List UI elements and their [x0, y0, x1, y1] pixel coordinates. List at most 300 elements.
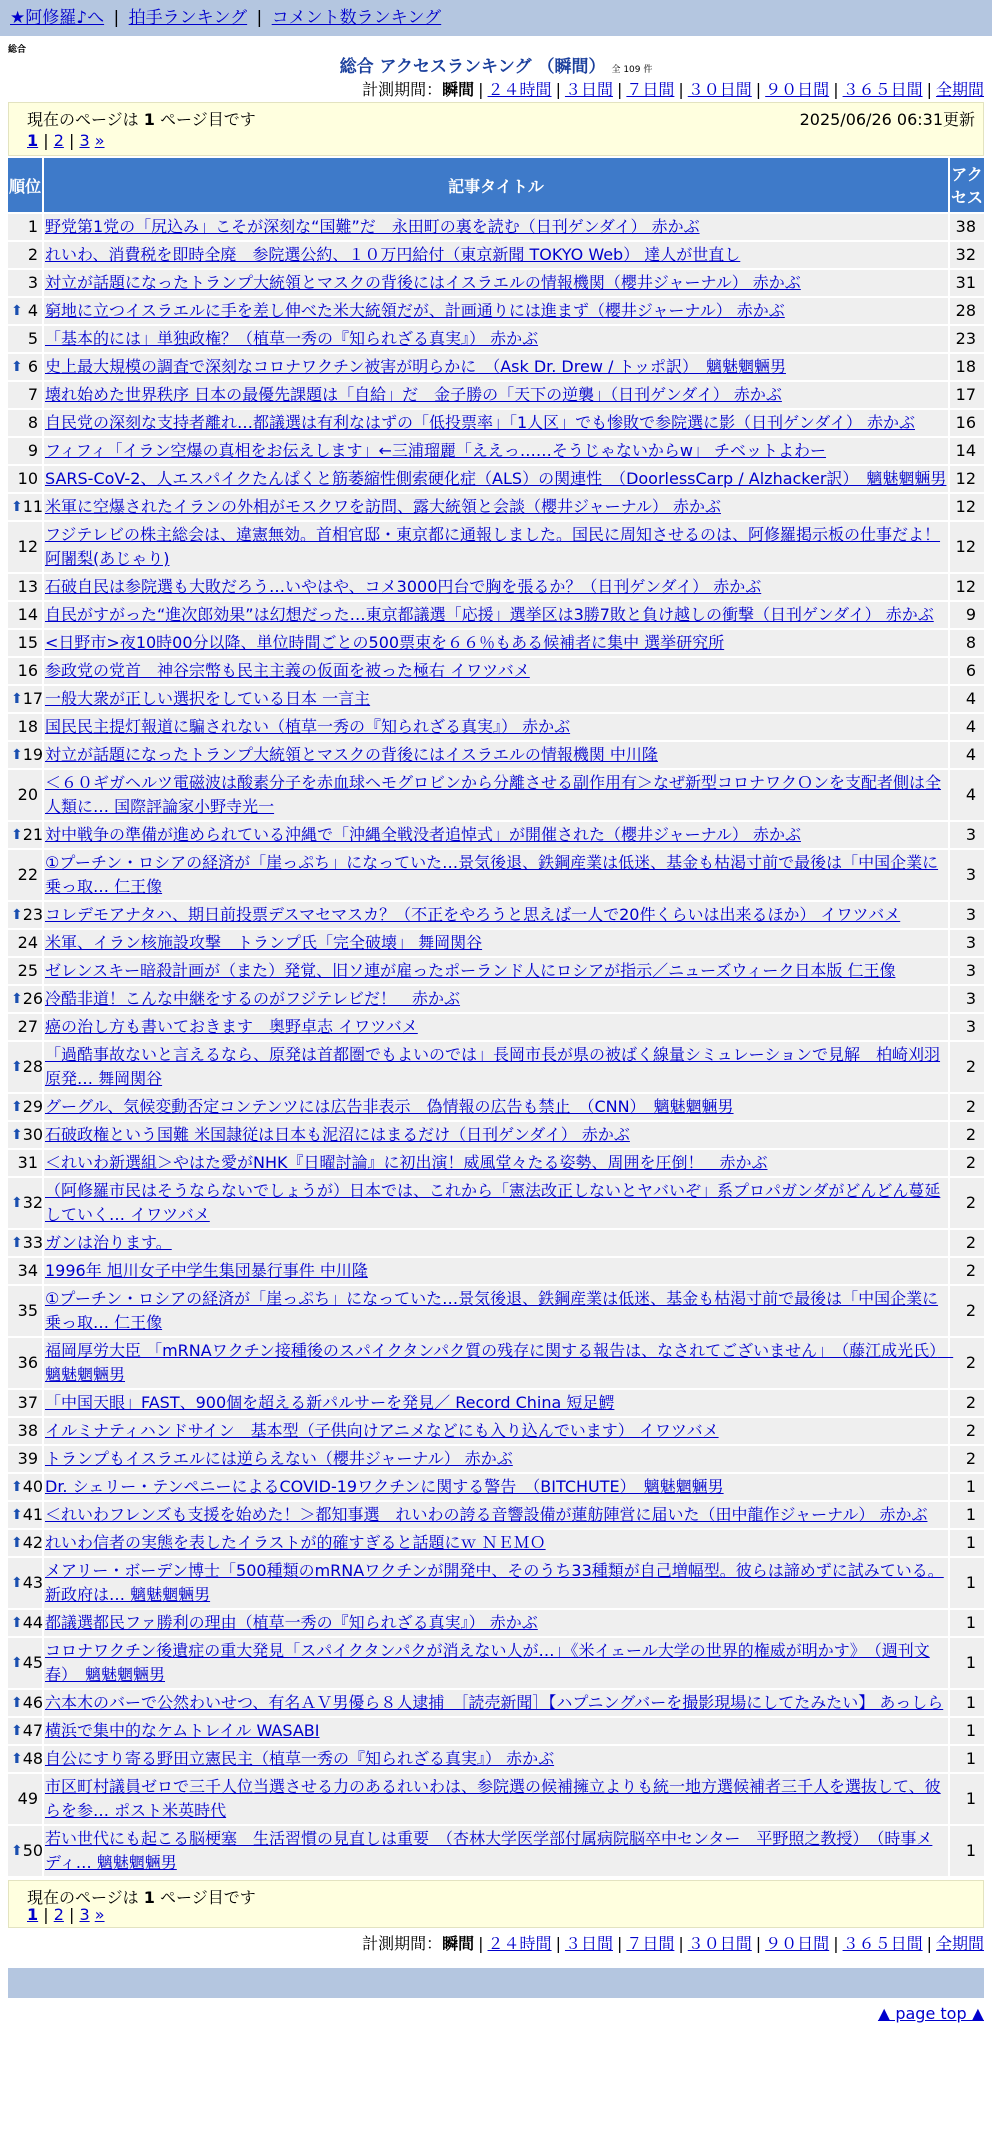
rank-number: 43 [22, 1573, 44, 1592]
table-row [8, 410, 984, 436]
title-cell [44, 1094, 948, 1120]
access-count: 2 [950, 1122, 984, 1148]
rank-up-arrow-icon: ⬆ [11, 1695, 23, 1711]
table-row [8, 1042, 984, 1092]
article-link[interactable]: 米軍、イラン核施設攻撃 トランプ氏「完全破壊」 舞岡関谷 [45, 933, 483, 952]
title-cell [44, 630, 948, 656]
rank-cell [8, 1530, 42, 1556]
rank-up-arrow-icon: ⬆ [11, 691, 23, 707]
article-link[interactable]: 「過酷事故ないと言えるなら、原発は首都圏でもよいのでは」長岡市長が県の被ばく線量シミュレーションで見解 柏崎刈羽原発… 舞岡関谷 [45, 1045, 941, 1088]
access-count: 2 [950, 1178, 984, 1228]
article-link[interactable]: メアリー・ボーデン博士「500種類のmRNAワクチンが開発中、そのうち33種類が自己増幅型。彼らは諦めずに試みている。新政府は… 魑魅魍魎男 [45, 1561, 944, 1604]
table-row [8, 770, 984, 820]
table-row [8, 494, 984, 520]
period-link[interactable]: ３６５日間 [842, 1934, 923, 1953]
period-link[interactable]: ３日間 [564, 80, 613, 99]
rank-cell [8, 1826, 42, 1876]
period-label: 計測期間： [362, 80, 443, 99]
article-link[interactable]: 「中国天眼」FAST、900個を超える新パルサーを発見／ Record China 短足鰐 [45, 1393, 615, 1412]
title-cell [44, 930, 948, 956]
article-link[interactable]: 自民党の深刻な支持者離れ…都議選は有利なはずの「低投票率」「1人区」でも惨敗で参院選に影（日刊ゲンダイ） 赤かぶ [45, 413, 915, 432]
article-link[interactable]: れいわ、消費税を即時全廃 参院選公約、１０万円給付（東京新聞 TOKYO Web） 達人が世直し [45, 245, 741, 264]
rank-up-arrow-icon: ⬆ [11, 1479, 23, 1495]
page-title: 総合 アクセスランキング （瞬間） [339, 57, 606, 77]
page-separator: | [63, 1905, 80, 1924]
rank-cell [8, 1094, 42, 1120]
rank-number: 45 [22, 1653, 44, 1672]
period-separator: | [833, 80, 839, 99]
article-link[interactable]: 壊れ始めた世界秩序 日本の最優先課題は「自給」だ 金子勝の「天下の逆襲」（日刊ゲンダイ） 赤かぶ [45, 385, 782, 404]
rank-number: 4 [27, 301, 38, 320]
table-row [8, 958, 984, 984]
page-links [27, 1905, 105, 1924]
rank-number: 47 [22, 1721, 44, 1740]
access-count: 1 [950, 1718, 984, 1744]
table-row [8, 850, 984, 900]
title-cell [44, 1446, 948, 1472]
rank-cell [8, 958, 42, 984]
access-count: 1 [950, 1530, 984, 1556]
period-link[interactable]: ９０日間 [765, 80, 830, 99]
top-nav-bar [0, 0, 992, 36]
table-row [8, 354, 984, 380]
period-separator: | [478, 80, 484, 99]
rank-cell [8, 494, 42, 520]
title-cell [44, 1178, 948, 1228]
title-cell [44, 742, 948, 768]
comment-ranking-link[interactable]: コメント数ランキング [271, 8, 442, 28]
table-header-row [8, 158, 984, 212]
table-row [8, 522, 984, 572]
access-count: 16 [950, 410, 984, 436]
rank-cell [8, 770, 42, 820]
rank-up-arrow-icon: ⬆ [11, 1575, 23, 1591]
title-cell [44, 1638, 948, 1688]
access-count: 4 [950, 714, 984, 740]
access-count: 3 [950, 1014, 984, 1040]
table-row [8, 1390, 984, 1416]
table-row [8, 1826, 984, 1876]
table-row [8, 714, 984, 740]
rank-number: 23 [22, 905, 44, 924]
rank-number: 32 [22, 1193, 44, 1212]
article-link[interactable]: 福岡厚労大臣 「mRNAワクチン接種後のスパイクタンパク質の残存に関する報告は、なされてございません」 （藤江成光氏） 魑魅魍魎男 [45, 1341, 954, 1384]
rank-number: 26 [22, 989, 44, 1008]
rank-number: 12 [17, 537, 38, 556]
rank-number: 49 [17, 1789, 38, 1808]
article-link[interactable]: ＜れいわ新選組＞やはた愛がNHK『日曜討論』に初出演！威風堂々たる姿勢、周囲を圧倒！ 赤かぶ [45, 1153, 768, 1172]
table-row [8, 1418, 984, 1444]
table-row [8, 326, 984, 352]
title-cell [44, 438, 948, 464]
rank-cell [8, 822, 42, 848]
period-link[interactable]: 全期間 [935, 1934, 984, 1953]
pager-box-bottom [8, 1880, 984, 1928]
article-link[interactable]: 石破自民は参院選も大敗だろう…いやはや、コメ3000円台で胸を張るか？（日刊ゲンダイ） 赤かぶ [45, 577, 762, 596]
article-link[interactable]: 国民民主提灯報道に騙されない（植草一秀の『知られざる真実』） 赤かぶ [45, 717, 571, 736]
rank-number: 5 [27, 329, 38, 348]
article-link[interactable]: 六本木のバーで公然わいせつ、有名ＡＶ男優ら８人逮捕 ［読売新聞］【ハプニングバーを撮影現場にしてたみたい】 あっしら [45, 1693, 944, 1712]
category-label: 総合 [8, 45, 27, 55]
table-row [8, 1230, 984, 1256]
article-link[interactable]: 対立が話題になったトランプ大統領とマスクの背後にはイスラエルの情報機関（櫻井ジャーナル） 赤かぶ [45, 273, 801, 292]
rank-number: 44 [22, 1613, 44, 1632]
access-count: 12 [950, 522, 984, 572]
period-separator: | [678, 1934, 684, 1953]
rank-cell [8, 1042, 42, 1092]
title-cell [44, 1826, 948, 1876]
article-link[interactable]: （阿修羅市民はそうならないでしょうが）日本では、これから「憲法改正しないとヤバいぞ」系プロパガンダがどんどん蔓延していく… イワツバメ [45, 1181, 941, 1224]
rank-up-arrow-icon: ⬆ [11, 1843, 23, 1859]
rank-cell [8, 522, 42, 572]
updated-timestamp: 2025/06/26 06:31更新 [799, 110, 975, 129]
rank-cell [8, 574, 42, 600]
rank-number: 46 [22, 1693, 44, 1712]
rank-up-arrow-icon: ⬆ [11, 1099, 23, 1115]
period-label: 計測期間： [362, 1934, 443, 1953]
table-row [8, 742, 984, 768]
table-row [8, 298, 984, 324]
page-separator: | [38, 131, 54, 150]
access-count: 2 [950, 1446, 984, 1472]
rank-cell [8, 902, 42, 928]
title-cell [44, 1558, 948, 1608]
article-link[interactable]: ガンは治ります。 [45, 1233, 172, 1252]
title-cell [44, 1474, 948, 1500]
table-row [8, 1122, 984, 1148]
ranking-heading [0, 56, 992, 78]
table-row [8, 1638, 984, 1688]
access-count: 3 [950, 958, 984, 984]
access-count: 6 [950, 658, 984, 684]
rank-cell [8, 658, 42, 684]
title-cell [44, 242, 948, 268]
title-cell [44, 298, 948, 324]
article-link[interactable]: Dr. シェリー・テンペニーによるCOVID-19ワクチンに関する警告 （BITCHUTE） 魑魅魍魎男 [45, 1477, 724, 1496]
rank-number: 19 [22, 745, 44, 764]
title-cell [44, 1502, 948, 1528]
rank-number: 9 [27, 441, 38, 460]
ranking-table [6, 156, 986, 1878]
article-link[interactable]: 米軍に空爆されたイランの外相がモスクワを訪問、露大統領と会談（櫻井ジャーナル） 赤かぶ [45, 497, 721, 516]
article-link[interactable]: 窮地に立つイスラエルに手を差し伸べた米大統領だが、計画通りには進まず（櫻井ジャーナル） 赤かぶ [45, 301, 785, 320]
rank-cell [8, 1150, 42, 1176]
title-cell [44, 326, 948, 352]
table-row [8, 1014, 984, 1040]
title-cell [44, 1286, 948, 1336]
rank-cell [8, 1258, 42, 1284]
rank-cell [8, 1718, 42, 1744]
title-cell [44, 1014, 948, 1040]
rank-number: 11 [22, 497, 44, 516]
article-link[interactable]: ①プーチン・ロシアの経済が「崖っぷち」になっていた…景気後退、鉄鋼産業は低迷、基金も枯渇寸前で最後は「中国企業に乗っ取… 仁王像 [45, 1289, 939, 1332]
title-cell [44, 494, 948, 520]
period-link[interactable]: ３６５日間 [842, 80, 923, 99]
title-cell [44, 1610, 948, 1636]
rank-cell [8, 1014, 42, 1040]
period-link[interactable]: ７日間 [626, 1934, 675, 1953]
article-link[interactable]: 若い世代にも起こる脳梗塞 生活習慣の見直しは重要 （杏林大学医学部付属病院脳卒中センター 平野照之教授） （時事メディ… 魑魅魍魎男 [45, 1829, 933, 1872]
title-cell [44, 1390, 948, 1416]
access-count: 2 [950, 1418, 984, 1444]
access-count: 2 [950, 1042, 984, 1092]
rank-up-arrow-icon: ⬆ [11, 1507, 23, 1523]
title-cell [44, 1258, 948, 1284]
access-count: 1 [950, 1474, 984, 1500]
footer-bar [8, 1968, 984, 1998]
article-link[interactable]: 自公にすり寄る野田立憲民主（植草一秀の『知られざる真実』） 赤かぶ [45, 1749, 555, 1768]
rank-number: 42 [22, 1533, 44, 1552]
article-link[interactable]: グーグル、気候変動否定コンテンツには広告非表示 偽情報の広告も禁止 （CNN） 魑魅魍魎男 [45, 1097, 734, 1116]
article-link[interactable]: コロナワクチン後遺症の重大発見「スパイクタンパクが消えない人が…」《米イェール大学の世界的権威が明かす》 （週刊文春） 魑魅魍魎男 [45, 1641, 930, 1684]
table-row [8, 1258, 984, 1284]
table-row [8, 1474, 984, 1500]
period-selector-bottom [0, 1932, 992, 1956]
article-link[interactable]: ＜６０ギガヘルツ電磁波は酸素分子を赤血球ヘモグロビンから分離させる副作用有＞なぜ新型コロナワクＯンを支配者側は全人類に… 国際評論家小野寺光一 [45, 773, 942, 816]
access-count: 31 [950, 270, 984, 296]
table-row [8, 1690, 984, 1716]
rank-up-arrow-icon: ⬆ [11, 1655, 23, 1671]
article-link[interactable]: イルミナティハンドサイン 基本型（子供向けアニメなどにも入り込んでいます） イワツバメ [45, 1421, 719, 1440]
title-cell [44, 1774, 948, 1824]
article-link[interactable]: れいわ信者の実態を表したイラストが的確すぎると話題にｗ ＮＥＭＯ [45, 1533, 546, 1552]
table-row [8, 1718, 984, 1744]
period-separator: | [926, 1934, 932, 1953]
period-link[interactable]: ９０日間 [765, 1934, 830, 1953]
rank-number: 20 [17, 785, 38, 804]
article-link[interactable]: 冷酷非道！こんな中継をするのがフジテレビだ！ 赤かぶ [45, 989, 461, 1008]
article-link[interactable]: 野党第1党の「尻込み」こそが深刻な“国難”だ 永田町の裏を読む（日刊ゲンダイ） 赤かぶ [45, 217, 700, 236]
page-link[interactable]: 2 [53, 131, 64, 150]
table-row [8, 382, 984, 408]
access-count: 28 [950, 298, 984, 324]
period-link[interactable]: ３０日間 [687, 80, 752, 99]
title-cell [44, 1530, 948, 1556]
period-current: 瞬間 [442, 1934, 475, 1953]
access-count: 2 [950, 1094, 984, 1120]
nav-separator: | [113, 8, 120, 28]
access-count: 3 [950, 902, 984, 928]
article-link[interactable]: <日野市>夜10時00分以降、単位時間ごとの500票束を６６％もある候補者に集中 選挙研究所 [45, 633, 725, 652]
article-link[interactable]: フィフィ「イラン空爆の真相をお伝えします」←三浦瑠麗「ええっ……そうじゃないからw」 チベットよわー [45, 441, 827, 460]
rank-cell [8, 438, 42, 464]
rank-cell [8, 850, 42, 900]
page-links [27, 131, 105, 150]
access-count: 2 [950, 1338, 984, 1388]
title-cell [44, 1230, 948, 1256]
rank-up-arrow-icon: ⬆ [11, 991, 23, 1007]
page-link[interactable]: 3 [79, 1905, 90, 1924]
table-row [8, 1610, 984, 1636]
rank-number: 22 [17, 865, 38, 884]
access-count: 1 [950, 1610, 984, 1636]
access-count: 3 [950, 930, 984, 956]
rank-cell [8, 1774, 42, 1824]
title-cell [44, 958, 948, 984]
period-link[interactable]: ２４時間 [487, 1934, 552, 1953]
rank-number: 29 [22, 1097, 44, 1116]
rank-cell [8, 1638, 42, 1688]
period-separator: | [833, 1934, 839, 1953]
article-link[interactable]: ＜れいわフレンズも支援を始めた！＞都知事選 れいわの誇る音響設備が蓮舫陣営に届いた（田中龍作ジャーナル） 赤かぶ [45, 1505, 928, 1524]
title-cell [44, 410, 948, 436]
rank-number: 40 [22, 1477, 44, 1496]
article-link[interactable]: コレデモアナタハ、期日前投票デスマセマスカ？（不正をやろうと思えば一人で20件くらいは出来るほか） イワツバメ [45, 905, 901, 924]
access-count: 1 [950, 1690, 984, 1716]
rank-number: 24 [17, 933, 38, 952]
access-count: 4 [950, 742, 984, 768]
rank-up-arrow-icon: ⬆ [11, 359, 23, 375]
period-separator: | [616, 80, 623, 99]
period-link[interactable]: ３日間 [564, 1934, 613, 1953]
rank-up-arrow-icon: ⬆ [11, 1723, 23, 1739]
period-link[interactable]: ３０日間 [687, 1934, 752, 1953]
title-cell [44, 382, 948, 408]
home-link[interactable]: ★阿修羅♪へ [10, 8, 105, 28]
rank-cell [8, 1418, 42, 1444]
article-link[interactable]: 参政党の党首 神谷宗幣も民主主義の仮面を被った極右 イワツバメ [45, 661, 530, 680]
article-link[interactable]: 市区町村議員ゼロで三千人位当選させる力のあるれいわは、参院選の候補擁立よりも統一地方選候補者三千人を選抜して、彼らを参… ポスト米英時代 [45, 1777, 941, 1820]
access-count: 3 [950, 822, 984, 848]
article-link[interactable]: トランプもイスラエルには逆らえない（櫻井ジャーナル） 赤かぶ [45, 1449, 513, 1468]
rank-number: 15 [17, 633, 38, 652]
access-count: 2 [950, 1286, 984, 1336]
access-count: 32 [950, 242, 984, 268]
access-count: 3 [950, 850, 984, 900]
page-link[interactable]: 1 [27, 1905, 39, 1924]
next-page-link[interactable]: » [94, 1905, 105, 1924]
rank-number: 38 [17, 1421, 38, 1440]
page-top-area [0, 1998, 992, 2023]
access-count: 8 [950, 630, 984, 656]
next-page-link[interactable]: » [94, 131, 105, 150]
article-link[interactable]: 史上最大規模の調査で深刻なコロナワクチン被害が明らかに （Ask Dr. Drew / トッポ訳） 魑魅魍魎男 [45, 357, 786, 376]
table-row [8, 902, 984, 928]
page-link[interactable]: 3 [79, 131, 90, 150]
rank-cell [8, 930, 42, 956]
access-count: 9 [950, 602, 984, 628]
rank-cell [8, 354, 42, 380]
period-link[interactable]: 全期間 [935, 80, 984, 99]
rank-cell [8, 1558, 42, 1608]
rank-number: 6 [27, 357, 38, 376]
rank-cell [8, 1446, 42, 1472]
rank-cell [8, 1230, 42, 1256]
table-row [8, 822, 984, 848]
current-page-prefix: 現在のページは [27, 1888, 139, 1907]
rank-cell [8, 1690, 42, 1716]
access-count: 14 [950, 438, 984, 464]
access-count: 4 [950, 770, 984, 820]
page-link[interactable]: 1 [27, 131, 39, 150]
table-row [8, 270, 984, 296]
rank-cell [8, 686, 42, 712]
rank-up-arrow-icon: ⬆ [11, 1127, 23, 1143]
rank-number: 25 [17, 961, 38, 980]
rank-cell [8, 1338, 42, 1388]
rank-cell [8, 410, 42, 436]
rank-number: 13 [17, 577, 38, 596]
article-link[interactable]: 「基本的には」単独政権？（植草一秀の『知られざる真実』） 赤かぶ [45, 329, 539, 348]
access-count: 23 [950, 326, 984, 352]
period-selector [0, 78, 992, 102]
rank-cell [8, 242, 42, 268]
article-link[interactable]: ゼレンスキー暗殺計画が（また）発覚、旧ソ連が雇ったポーランド人にロシアが指示／ニューズウィーク日本版 仁王像 [45, 961, 896, 980]
article-link[interactable]: 石破政権という国難 米国隷従は日本も泥沼にはまるだけ（日刊ゲンダイ） 赤かぶ [45, 1125, 630, 1144]
rank-number: 41 [22, 1505, 44, 1524]
title-cell [44, 714, 948, 740]
period-link[interactable]: ７日間 [626, 80, 675, 99]
table-row [8, 574, 984, 600]
total-count: 全 109 件 [611, 65, 653, 75]
page-link[interactable]: 2 [53, 1905, 64, 1924]
period-separator: | [478, 1934, 484, 1953]
rank-cell [8, 1746, 42, 1772]
rank-number: 27 [17, 1017, 38, 1036]
title-cell [44, 1150, 948, 1176]
article-link[interactable]: 都議選都民ファ勝利の理由（植草一秀の『知られざる真実』） 赤かぶ [45, 1613, 538, 1632]
article-link[interactable]: フジテレビの株主総会は、違憲無効。首相官邸・東京都に通報しました。国民に周知させるのは、阿修羅掲示板の仕事だよ！ 阿闍梨(あじゃり) [45, 525, 941, 568]
rank-number: 7 [27, 385, 38, 404]
title-cell [44, 1122, 948, 1148]
rank-number: 1 [27, 217, 38, 236]
title-cell [44, 1718, 948, 1744]
article-link[interactable]: SARS-CoV-2、人エスパイクたんぱくと筋萎縮性側索硬化症（ALS）の関連性 （DoorlessCarp / Alzhacker訳） 魑魅魍魎男 [45, 469, 947, 488]
table-row [8, 1774, 984, 1824]
current-page-number: 1 [143, 110, 155, 129]
access-count: 1 [950, 1502, 984, 1528]
article-link[interactable]: 対中戦争の準備が進められている沖縄で「沖縄全戦没者追悼式」が開催された（櫻井ジャーナル） 赤かぶ [45, 825, 801, 844]
clap-ranking-link[interactable]: 拍手ランキング [128, 8, 248, 28]
rank-cell [8, 382, 42, 408]
rank-cell [8, 714, 42, 740]
access-count: 1 [950, 1826, 984, 1876]
rank-cell [8, 1286, 42, 1336]
article-link[interactable]: 横浜で集中的なケムトレイル WASABI [45, 1721, 320, 1740]
rank-cell [8, 1122, 42, 1148]
access-count: 1 [950, 1638, 984, 1688]
article-link[interactable]: 一般大衆が正しい選択をしている日本 一言主 [45, 689, 371, 708]
article-link[interactable]: 癌の治し方も書いておきます 奥野卓志 イワツバメ [45, 1017, 418, 1036]
page-top-link[interactable]: ▲ page top ▲ [877, 2004, 984, 2023]
rank-number: 50 [22, 1841, 44, 1860]
period-link[interactable]: ２４時間 [487, 80, 552, 99]
rank-up-arrow-icon: ⬆ [11, 907, 23, 923]
access-count: 12 [950, 466, 984, 492]
access-count: 17 [950, 382, 984, 408]
article-link[interactable]: 自民がすがった“進次郎効果”は幻想だった…東京都議選「応援」選挙区は3勝7敗と負け越しの衝撃（日刊ゲンダイ） 赤かぶ [45, 605, 934, 624]
title-cell [44, 770, 948, 820]
article-link[interactable]: 1996年 旭川女子中学生集団暴行事件 中川隆 [45, 1261, 368, 1280]
rank-number: 8 [27, 413, 38, 432]
table-row [8, 466, 984, 492]
rank-up-arrow-icon: ⬆ [11, 1195, 23, 1211]
table-row [8, 1502, 984, 1528]
title-cell [44, 850, 948, 900]
rank-up-arrow-icon: ⬆ [11, 1751, 23, 1767]
rank-number: 35 [17, 1301, 38, 1320]
table-row [8, 630, 984, 656]
access-count: 38 [950, 214, 984, 240]
access-count: 1 [950, 1558, 984, 1608]
article-link[interactable]: 対立が話題になったトランプ大統領とマスクの背後にはイスラエルの情報機関 中川隆 [45, 745, 658, 764]
title-cell [44, 1690, 948, 1716]
rank-number: 37 [17, 1393, 38, 1412]
rank-number: 21 [22, 825, 44, 844]
access-count: 1 [950, 1774, 984, 1824]
article-link[interactable]: ①プーチン・ロシアの経済が「崖っぷち」になっていた…景気後退、鉄鋼産業は低迷、基金も枯渇寸前で最後は「中国企業に乗っ取… 仁王像 [45, 853, 939, 896]
rank-up-arrow-icon: ⬆ [11, 1235, 23, 1251]
